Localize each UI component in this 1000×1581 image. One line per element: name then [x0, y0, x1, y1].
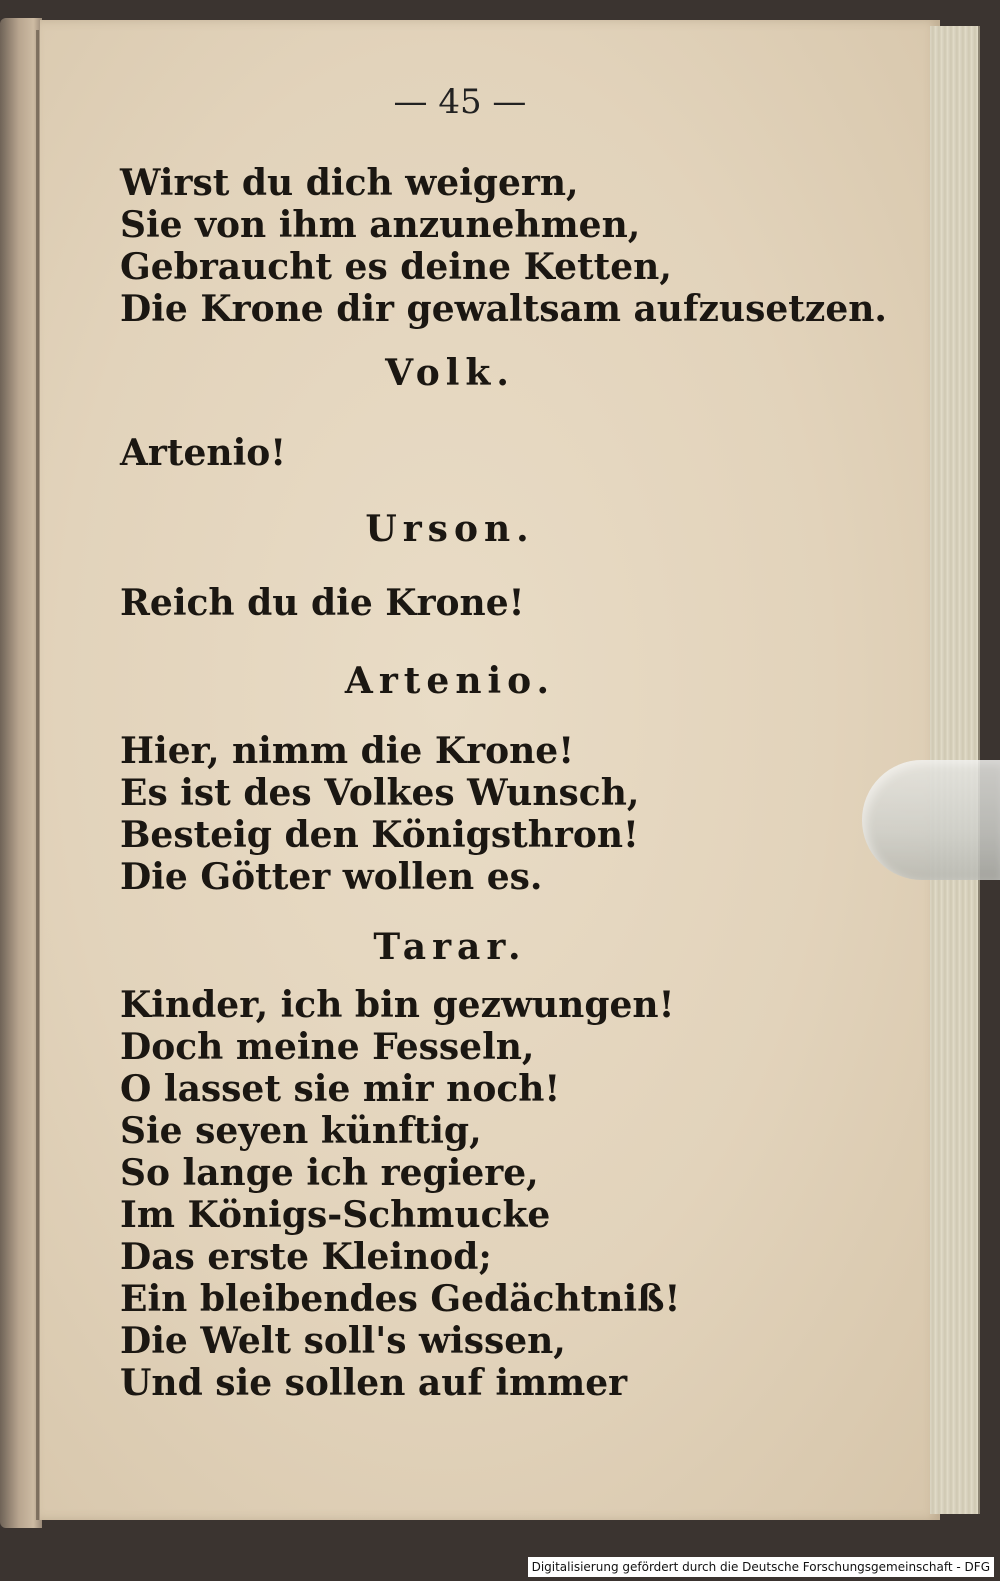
verse-line: O lasset sie mir noch!: [120, 1068, 561, 1110]
verse-line: Und sie sollen auf immer: [120, 1362, 628, 1404]
verse-line: Kinder, ich bin gezwungen!: [120, 984, 675, 1026]
verse-line: Gebraucht es deine Ketten,: [120, 246, 672, 288]
verse-line: So lange ich regiere,: [120, 1152, 539, 1194]
verse-line: Sie seyen künftig,: [120, 1110, 482, 1152]
verse-line: Die Krone dir gewaltsam aufzusetzen.: [120, 288, 887, 330]
verse-line: Doch meine Fesseln,: [120, 1026, 535, 1068]
stanza-3: [120, 582, 524, 624]
page-number: — 45 —: [393, 82, 527, 122]
verse-line: Das erste Kleinod;: [120, 1236, 492, 1278]
verse-line: Es ist des Volkes Wunsch,: [120, 772, 640, 814]
verse-line: Im Königs-Schmucke: [120, 1194, 551, 1236]
digitization-credit: Digitalisierung gefördert durch die Deutsche Forschungsgemeinschaft - DFG: [528, 1557, 994, 1577]
speaker-heading: Volk.: [385, 352, 515, 394]
verse-line: Hier, nimm die Krone!: [120, 730, 575, 772]
speaker-heading: Artenio.: [344, 660, 556, 702]
verse-line: Die Welt soll's wissen,: [120, 1320, 566, 1362]
verse-line: Besteig den Königsthron!: [120, 814, 639, 856]
verse-line: Die Götter wollen es.: [120, 856, 543, 898]
stanza-4: [120, 730, 639, 898]
verse-line: Reich du die Krone!: [120, 582, 525, 624]
stanza-5: [120, 984, 680, 1404]
verse-line: Wirst du dich weigern,: [120, 162, 579, 204]
verse-line: Artenio!: [120, 432, 287, 474]
verse-line: Ein bleibendes Gedächtniß!: [120, 1278, 681, 1320]
speaker-heading: Urson.: [365, 508, 535, 550]
stanza-1: [120, 162, 887, 330]
stanza-2: [120, 432, 286, 474]
book-spine: [36, 30, 39, 1520]
speaker-heading: Tarar.: [373, 926, 527, 968]
page-clip: [862, 760, 1000, 880]
verse-line: Sie von ihm anzunehmen,: [120, 204, 641, 246]
